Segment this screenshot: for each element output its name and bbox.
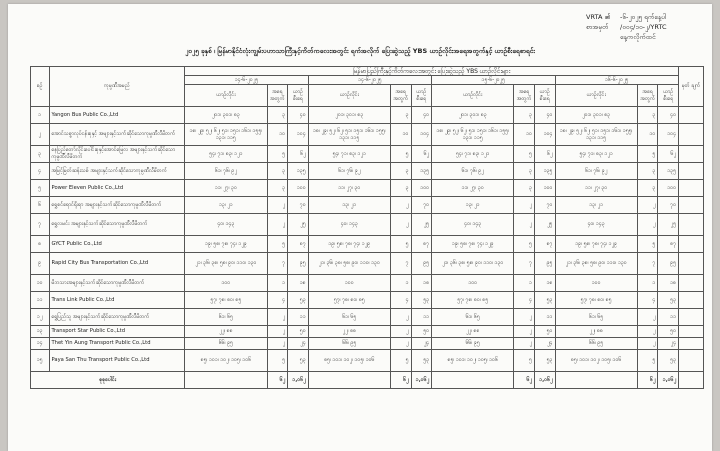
row-remark	[679, 107, 704, 124]
row-count: ၂	[514, 338, 535, 350]
row-count: ၃	[514, 163, 535, 180]
row-count: ၅	[267, 236, 288, 253]
row-lines: ၄၀၊ ၁၄၃	[432, 214, 514, 236]
row-buses: ၉၅	[411, 253, 432, 275]
row-count: ၂	[637, 309, 658, 326]
table-row	[31, 253, 704, 275]
row-count: ၃	[637, 163, 658, 180]
total-row	[31, 372, 704, 389]
row-lines: ၁၃၊ ၂၁	[185, 197, 267, 214]
row-lines: ၄၀၊ ၁၄၃	[308, 214, 390, 236]
row-count: ၅	[637, 146, 658, 163]
row-buses: ၁၀၄	[288, 124, 309, 146]
row-count: ၂	[514, 326, 535, 338]
row-remark	[679, 197, 704, 214]
total-count: ၆၂	[514, 372, 535, 389]
row-buses: ၁၈	[288, 275, 309, 292]
row-sr: ၆	[31, 197, 50, 214]
row-buses: ၂၅	[288, 214, 309, 236]
ref-val-2: /၀၀၄/၁၀-၂/YRTC	[620, 23, 667, 31]
row-count: ၂	[267, 338, 288, 350]
header-buses: ယာဉ် စီးရေ	[411, 85, 432, 107]
row-buses: ၂၅	[535, 214, 556, 236]
row-buses: ၂၅	[658, 214, 679, 236]
row-sr: ၈	[31, 236, 50, 253]
row-lines: ၅၄၊ ၇၁၊ ၈၃၊ ၁၂၁	[555, 146, 637, 163]
row-sr: ၁၂	[31, 309, 50, 326]
total-buses: ၁,၀၆၂	[411, 372, 432, 389]
header-date-2: ၁၄-၆-၂၀၂၅	[308, 76, 431, 85]
header-company: ကုမ္ပဏီအမည်	[49, 67, 185, 107]
row-count: ၂	[267, 197, 288, 214]
row-buses: ၁၃၅	[535, 163, 556, 180]
table-row	[31, 350, 704, 372]
row-count: ၂	[391, 309, 412, 326]
row-count: ၂	[391, 338, 412, 350]
row-count: ၁၀	[391, 124, 412, 146]
row-lines: ၄၀၊ ၁၄၃	[555, 214, 637, 236]
row-remark	[679, 292, 704, 309]
row-buses: ၁၈	[411, 275, 432, 292]
row-buses: ၅၀	[411, 326, 432, 338]
row-buses: ၇၀	[411, 197, 432, 214]
table-row	[31, 275, 704, 292]
row-buses: ၅၃	[658, 292, 679, 309]
table-row	[31, 107, 704, 124]
table-row	[31, 146, 704, 163]
row-lines: ၁၁၊ ၂၇၊ ၃၀	[432, 180, 514, 197]
row-count: ၁၀	[267, 124, 288, 146]
row-company: Trans Link Public Co.,Ltd	[49, 292, 185, 309]
row-company: အောင်သစ္စာလုပ်ငန်းစုနှင့် အများနှင့်သက်ဆိုင်သောကုမ္ပဏီလီမိတက်	[49, 124, 185, 146]
row-lines: ၁၁၊ ၂၇၊ ၃၀	[308, 180, 390, 197]
row-buses: ၁၀၀	[288, 180, 309, 197]
header-lines: ယာဉ်လိုင်း	[185, 85, 267, 107]
row-buses: ၇၀	[288, 197, 309, 214]
row-buses: ၂၄	[535, 338, 556, 350]
ref-val-3: နေ့ကလိုက်ထင်	[620, 33, 656, 41]
row-company: ရွှေစင်ရောင်ရိုးရာ အများနှင့်သက်ဆိုင်သောကုမ္ပဏီလီမိတက်	[49, 197, 185, 214]
row-count: ၂	[514, 197, 535, 214]
total-label: စုစုပေါင်း	[31, 372, 185, 389]
row-company: Thet Yin Aung Transport Public Co.,Ltd	[49, 338, 185, 350]
row-lines: ၅၇၊ ၇၈၊ ၈၀၊ ၈၅	[555, 292, 637, 309]
header-remark: မှတ် ချက်	[679, 67, 704, 107]
row-remark	[679, 275, 704, 292]
row-buses: ၁၀၀	[411, 180, 432, 197]
row-count: ၁၀	[637, 124, 658, 146]
row-remark	[679, 124, 704, 146]
total-count: ၆၂	[637, 372, 658, 389]
header-date-3: ၁၅-၆-၂၀၂၅	[432, 76, 555, 85]
header-buses: ယာဉ် စီးရေ	[535, 85, 556, 107]
header-buses: ယာဉ် စီးရေ	[658, 85, 679, 107]
row-company: Rapid City Bus Transportation Co.,Ltd	[49, 253, 185, 275]
row-count: ၅	[637, 236, 658, 253]
row-buses: ၆၂	[411, 146, 432, 163]
row-count: ၂	[637, 214, 658, 236]
row-lines: ၁၈၊ ၂၉၊ ၅၂၊ ၆၂၊ ၅၁၊ ၁၅၁၊ ၁၆၁၊ ၁၅၅၊ ၁၃၁၊ ၁၁၅	[185, 124, 267, 146]
row-remark	[679, 163, 704, 180]
row-remark	[679, 350, 704, 372]
table-row	[31, 124, 704, 146]
row-count: ၄	[637, 292, 658, 309]
row-count: ၇	[267, 253, 288, 275]
row-count: ၁	[637, 275, 658, 292]
row-buses: ၆၂	[535, 146, 556, 163]
total-buses: ၁,၀၆၂	[535, 372, 556, 389]
row-lines: ၆၁၊ ၆၅	[432, 309, 514, 326]
row-count: ၅	[391, 146, 412, 163]
row-count: ၁	[514, 275, 535, 292]
row-buses: ၂၄	[288, 338, 309, 350]
row-count: ၄	[514, 292, 535, 309]
row-buses: ၈၇	[658, 236, 679, 253]
row-lines: ၁၉၊ ၅၈၊ ၇၈၊ ၇၄၊ ၁၂၉	[308, 236, 390, 253]
document-page	[8, 4, 712, 451]
row-lines: ၁၃၊ ၂၁	[555, 197, 637, 214]
row-count: ၂	[391, 326, 412, 338]
row-count: ၅	[514, 236, 535, 253]
row-buses: ၁၀၀	[535, 180, 556, 197]
row-lines: ၁၀၀	[185, 275, 267, 292]
row-count: ၇	[637, 253, 658, 275]
row-lines: ၈၅၊ ၁၀၁၊ ၁၀၂၊ ၁၀၅၊ ၁၀၆	[308, 350, 390, 372]
row-count: ၂	[267, 214, 288, 236]
row-count: ၂	[637, 326, 658, 338]
row-company: Paya San Thu Transport Public Co.,Ltd	[49, 350, 185, 372]
document-title: ၂၀၂၅ ခုနှစ် ၊ မြန်မာနိုင်ငံလုံးကျွမ်းပဟာသာကြီးနှင့်ကိတ်ကလေးအတွင်း ရက်အလိုက် ပြေးဆွဲသည့် YBS ယာဉ်လိုင်းအရေအတွက်နှင့် ယာဉ်စီးရေစာရင်း	[185, 47, 535, 55]
row-buses: ၉၅	[288, 253, 309, 275]
row-sr: ၁၀	[31, 275, 50, 292]
row-lines: ၁၉၊ ၅၈၊ ၇၈၊ ၇၄၊ ၁၂၉	[432, 236, 514, 253]
row-count: ၂	[267, 309, 288, 326]
row-count: ၅	[637, 350, 658, 372]
row-lines: ၈၅၊ ၁၀၁၊ ၁၀၂၊ ၁၀၅၊ ၁၀၆	[432, 350, 514, 372]
row-lines: ၁၈၊ ၂၉၊ ၅၂၊ ၆၂၊ ၅၁၊ ၁၅၁၊ ၁၆၁၊ ၁၅၅၊ ၁၃၁၊ ၁၁၅	[555, 124, 637, 146]
total-lines-empty	[555, 372, 637, 389]
row-lines: ၈၅၊ ၁၀၁၊ ၁၀၂၊ ၁၀၅၊ ၁၀၆	[555, 350, 637, 372]
row-lines: ၂၁၊ ၃၆၊ ၃၈၊ ၅၈၊ ၉၀၊ ၁၁၀၊ ၁၃၀	[185, 253, 267, 275]
row-buses: ၁၀၄	[658, 124, 679, 146]
row-company: မိဘသားအများနှင့်သက်ဆိုင်သောကုမ္ပဏီလီမိတက်	[49, 275, 185, 292]
row-lines: ၆၁၊ ၇၆၊ ၉၂	[185, 163, 267, 180]
header-count: အရေ အတွက်	[514, 85, 535, 107]
row-company: Yangon Bus Public Co.,Ltd	[49, 107, 185, 124]
table-row	[31, 163, 704, 180]
row-lines: ၆၆၊ ၉၅	[308, 338, 390, 350]
row-company: GYCT Public Co.,Ltd	[49, 236, 185, 253]
row-count: ၇	[391, 253, 412, 275]
row-count: ၅	[514, 146, 535, 163]
row-lines: ၁၀၀	[432, 275, 514, 292]
row-count: ၃	[391, 180, 412, 197]
table-row	[31, 338, 704, 350]
table-row	[31, 214, 704, 236]
row-lines: ၁၃၊ ၂၁	[308, 197, 390, 214]
row-lines: ၂၂၊ ၈၈	[555, 326, 637, 338]
header-count: အရေ အတွက်	[267, 85, 288, 107]
row-lines: ၁၀၀	[308, 275, 390, 292]
row-count: ၄	[267, 292, 288, 309]
row-lines: ၂၀၁၊ ၃၀၁၊ ၈၃	[308, 107, 390, 124]
row-buses: ၁၃၅	[658, 163, 679, 180]
row-sr: ၂	[31, 124, 50, 146]
row-company: Power Eleven Public Co.,Ltd	[49, 180, 185, 197]
row-count: ၂	[391, 214, 412, 236]
row-count: ၄	[391, 292, 412, 309]
row-lines: ၈၅၊ ၁၀၁၊ ၁၀၂၊ ၁၀၅၊ ၁၀၆	[185, 350, 267, 372]
row-count: ၂	[637, 338, 658, 350]
row-buses: ၁၀၀	[658, 180, 679, 197]
row-count: ၅	[267, 350, 288, 372]
row-buses: ၂၄	[411, 338, 432, 350]
row-lines: ၁၉၊ ၅၈၊ ၇၈၊ ၇၄၊ ၁၂၉	[185, 236, 267, 253]
total-lines-empty	[308, 372, 390, 389]
row-count: ၃	[391, 107, 412, 124]
row-count: ၅	[391, 236, 412, 253]
row-buses: ၅၃	[535, 292, 556, 309]
header-lines: ယာဉ်လိုင်း	[432, 85, 514, 107]
row-count: ၅	[514, 350, 535, 372]
row-buses: ၅၃	[288, 350, 309, 372]
row-lines: ၄၀၊ ၁၄၃	[185, 214, 267, 236]
row-buses: ၁၀၄	[411, 124, 432, 146]
row-remark	[679, 214, 704, 236]
row-remark	[679, 146, 704, 163]
row-sr: ၁၁	[31, 292, 50, 309]
row-count: ၁၀	[514, 124, 535, 146]
row-buses: ၁၃၅	[288, 163, 309, 180]
row-buses: ၁၈	[658, 275, 679, 292]
row-count: ၃	[637, 107, 658, 124]
table-row	[31, 236, 704, 253]
row-count: ၅	[391, 350, 412, 372]
row-buses: ၆၂	[658, 146, 679, 163]
row-company: အမြင့်မြတ်ဆန်းသစ် အများနှင့်သက်ဆိုင်သောကုမ္ပဏီလီမိတက်	[49, 163, 185, 180]
row-lines: ၂၂၊ ၈၈	[185, 326, 267, 338]
row-buses: ၅၃	[658, 350, 679, 372]
row-buses: ၅၀	[288, 326, 309, 338]
table-row	[31, 309, 704, 326]
header-sr: စဉ်	[31, 67, 50, 107]
row-buses: ၅၃	[288, 292, 309, 309]
row-lines: ၅၄၊ ၇၁၊ ၈၃၊ ၁၂၁	[308, 146, 390, 163]
row-sr: ၁၄	[31, 338, 50, 350]
row-sr: ၃	[31, 146, 50, 163]
row-company: ရွှေလမင်း အများနှင့်သက်ဆိုင်သောကုမ္ပဏီလီမိတက်	[49, 214, 185, 236]
row-buses: ၄၀	[288, 107, 309, 124]
row-lines: ၆၁၊ ၆၅	[308, 309, 390, 326]
row-buses: ၉၅	[535, 253, 556, 275]
row-lines: ၁၉၊ ၅၈၊ ၇၈၊ ၇၄၊ ၁၂၉	[555, 236, 637, 253]
row-lines: ၆၁၊ ၆၅	[555, 309, 637, 326]
row-buses: ၂၄	[658, 338, 679, 350]
row-lines: ၆၁၊ ၇၆၊ ၉၂	[555, 163, 637, 180]
row-count: ၃	[267, 180, 288, 197]
bus-lines-table	[30, 66, 704, 389]
row-company: ရွှေပြည်သူ အများနှင့်သက်ဆိုင်သောကုမ္ပဏီလီမိတက်	[49, 309, 185, 326]
row-buses: ၁၈	[535, 275, 556, 292]
row-lines: ၁၈၊ ၂၉၊ ၅၂၊ ၆၂၊ ၅၁၊ ၁၅၁၊ ၁၆၁၊ ၁၅၅၊ ၁၃၁၊ ၁၁၅	[308, 124, 390, 146]
row-count: ၃	[514, 180, 535, 197]
row-buses: ၈၇	[535, 236, 556, 253]
row-count: ၁	[391, 275, 412, 292]
row-lines: ၆၆၊ ၉၅	[432, 338, 514, 350]
row-remark	[679, 326, 704, 338]
header-group: မြန်မာပြည်ကြီးနှင့်ကိတ်ကလေးအတွင်း ပြေးဆွဲသည့် YBS ယာဉ်လိုင်းများ	[185, 67, 679, 76]
ref-key-2: စာအမှတ်	[586, 23, 609, 31]
row-remark	[679, 309, 704, 326]
row-lines: ၂၁၊ ၃၆၊ ၃၈၊ ၅၈၊ ၉၀၊ ၁၁၀၊ ၁၃၀	[432, 253, 514, 275]
row-lines: ၆၁၊ ၆၅	[185, 309, 267, 326]
row-buses: ၁၃၅	[411, 163, 432, 180]
row-buses: ၇၀	[535, 197, 556, 214]
total-count: ၆၂	[267, 372, 288, 389]
header-count: အရေ အတွက်	[637, 85, 658, 107]
total-count: ၆၂	[391, 372, 412, 389]
row-count: ၃	[514, 107, 535, 124]
row-buses: ၁၀၄	[535, 124, 556, 146]
row-count: ၂	[391, 197, 412, 214]
row-lines: ၅၇၊ ၇၈၊ ၈၀၊ ၈၅	[432, 292, 514, 309]
row-lines: ၁၈၊ ၂၉၊ ၅၂၊ ၆၂၊ ၅၁၊ ၁၅၁၊ ၁၆၁၊ ၁၅၅၊ ၁၃၁၊ ၁၁၅	[432, 124, 514, 146]
row-buses: ၁၁	[535, 309, 556, 326]
row-buses: ၂၅	[411, 214, 432, 236]
row-buses: ၅၃	[411, 350, 432, 372]
row-company: နေပြည်တော်လိုင်းပေါင်းစုနှင့်အောင်မြေလ အများနှင့်သက်ဆိုင်သောကုမ္ပဏီလီမိတက်	[49, 146, 185, 163]
row-remark	[679, 236, 704, 253]
total-buses: ၁,၀၆၂	[288, 372, 309, 389]
row-buses: ၁၁	[288, 309, 309, 326]
row-buses: ၆၂	[288, 146, 309, 163]
row-lines: ၂၂၊ ၈၈	[432, 326, 514, 338]
row-buses: ၅၀	[535, 326, 556, 338]
row-lines: ၁၁၊ ၂၇၊ ၃၀	[185, 180, 267, 197]
row-lines: ၂၀၁၊ ၃၀၁၊ ၈၃	[555, 107, 637, 124]
row-lines: ၁၃၊ ၂၁	[432, 197, 514, 214]
row-count: ၂	[637, 197, 658, 214]
row-lines: ၅၄၊ ၇၁၊ ၈၃၊ ၁၂၁	[432, 146, 514, 163]
row-count: ၇	[514, 253, 535, 275]
row-sr: ၁၅	[31, 350, 50, 372]
row-company: Transport Star Public Co.,Ltd	[49, 326, 185, 338]
ref-key-1: VRTA ၏	[586, 13, 611, 21]
row-buses: ၁၁	[658, 309, 679, 326]
total-lines-empty	[185, 372, 267, 389]
row-buses: ၇၀	[658, 197, 679, 214]
row-count: ၂	[514, 309, 535, 326]
row-buses: ၉၅	[658, 253, 679, 275]
row-lines: ၂၀၁၊ ၃၀၁၊ ၈၃	[185, 107, 267, 124]
header-buses: ယာဉ် စီးရေ	[288, 85, 309, 107]
row-remark	[679, 253, 704, 275]
table-row	[31, 292, 704, 309]
row-count: ၂	[267, 326, 288, 338]
row-count: ၃	[267, 107, 288, 124]
table-row	[31, 180, 704, 197]
reference-block	[586, 12, 667, 42]
row-lines: ၂၂၊ ၈၈	[308, 326, 390, 338]
row-count: ၃	[637, 180, 658, 197]
row-lines: ၆၁၊ ၇၆၊ ၉၂	[308, 163, 390, 180]
row-sr: ၅	[31, 180, 50, 197]
row-sr: ၇	[31, 214, 50, 236]
row-sr: ၄	[31, 163, 50, 180]
row-lines: ၆၁၊ ၇၆၊ ၉၂	[432, 163, 514, 180]
row-lines: ၁၁၊ ၂၇၊ ၃၀	[555, 180, 637, 197]
table-row	[31, 326, 704, 338]
row-lines: ၂၀၁၊ ၃၀၁၊ ၈၃	[432, 107, 514, 124]
row-count: ၅	[267, 146, 288, 163]
row-count: ၃	[267, 163, 288, 180]
row-lines: ၁၀၀	[555, 275, 637, 292]
row-sr: ၉	[31, 253, 50, 275]
header-date-1: ၁၄-၆-၂၀၂၅	[185, 76, 308, 85]
row-sr: ၁၃	[31, 326, 50, 338]
row-buses: ၄၀	[411, 107, 432, 124]
header-lines: ယာဉ်လိုင်း	[308, 85, 390, 107]
row-buses: ၁၁	[411, 309, 432, 326]
row-buses: ၈၇	[411, 236, 432, 253]
row-lines: ၆၆၊ ၉၅	[555, 338, 637, 350]
row-count: ၂	[514, 214, 535, 236]
table-row	[31, 197, 704, 214]
row-lines: ၂၁၊ ၃၆၊ ၃၈၊ ၅၈၊ ၉၀၊ ၁၁၀၊ ၁၃၀	[555, 253, 637, 275]
row-sr: ၁	[31, 107, 50, 124]
header-lines: ယာဉ်လိုင်း	[555, 85, 637, 107]
row-remark	[679, 338, 704, 350]
row-count: ၃	[391, 163, 412, 180]
header-count: အရေ အတွက်	[391, 85, 412, 107]
row-buses: ၅၀	[658, 326, 679, 338]
row-lines: ၅၇၊ ၇၈၊ ၈၀၊ ၈၅	[308, 292, 390, 309]
ref-val-1: -၆-၂၀၂၅ ရက်နေ့ပါ	[620, 13, 666, 21]
row-buses: ၄၀	[535, 107, 556, 124]
row-count: ၁	[267, 275, 288, 292]
row-lines: ၅၇၊ ၇၈၊ ၈၀၊ ၈၅	[185, 292, 267, 309]
row-remark	[679, 180, 704, 197]
header-date-4: ၁၆-၆-၂၀၂၅	[555, 76, 679, 85]
row-lines: ၆၆၊ ၉၅	[185, 338, 267, 350]
row-lines: ၂၁၊ ၃၆၊ ၃၈၊ ၅၈၊ ၉၀၊ ၁၁၀၊ ၁၃၀	[308, 253, 390, 275]
row-buses: ၅၃	[411, 292, 432, 309]
row-buses: ၄၀	[658, 107, 679, 124]
total-buses: ၁,၀၆၂	[658, 372, 679, 389]
row-buses: ၈၇	[288, 236, 309, 253]
total-lines-empty	[432, 372, 514, 389]
row-buses: ၅၃	[535, 350, 556, 372]
row-lines: ၅၄၊ ၇၁၊ ၈၃၊ ၁၂၁	[185, 146, 267, 163]
total-remark	[679, 372, 704, 389]
